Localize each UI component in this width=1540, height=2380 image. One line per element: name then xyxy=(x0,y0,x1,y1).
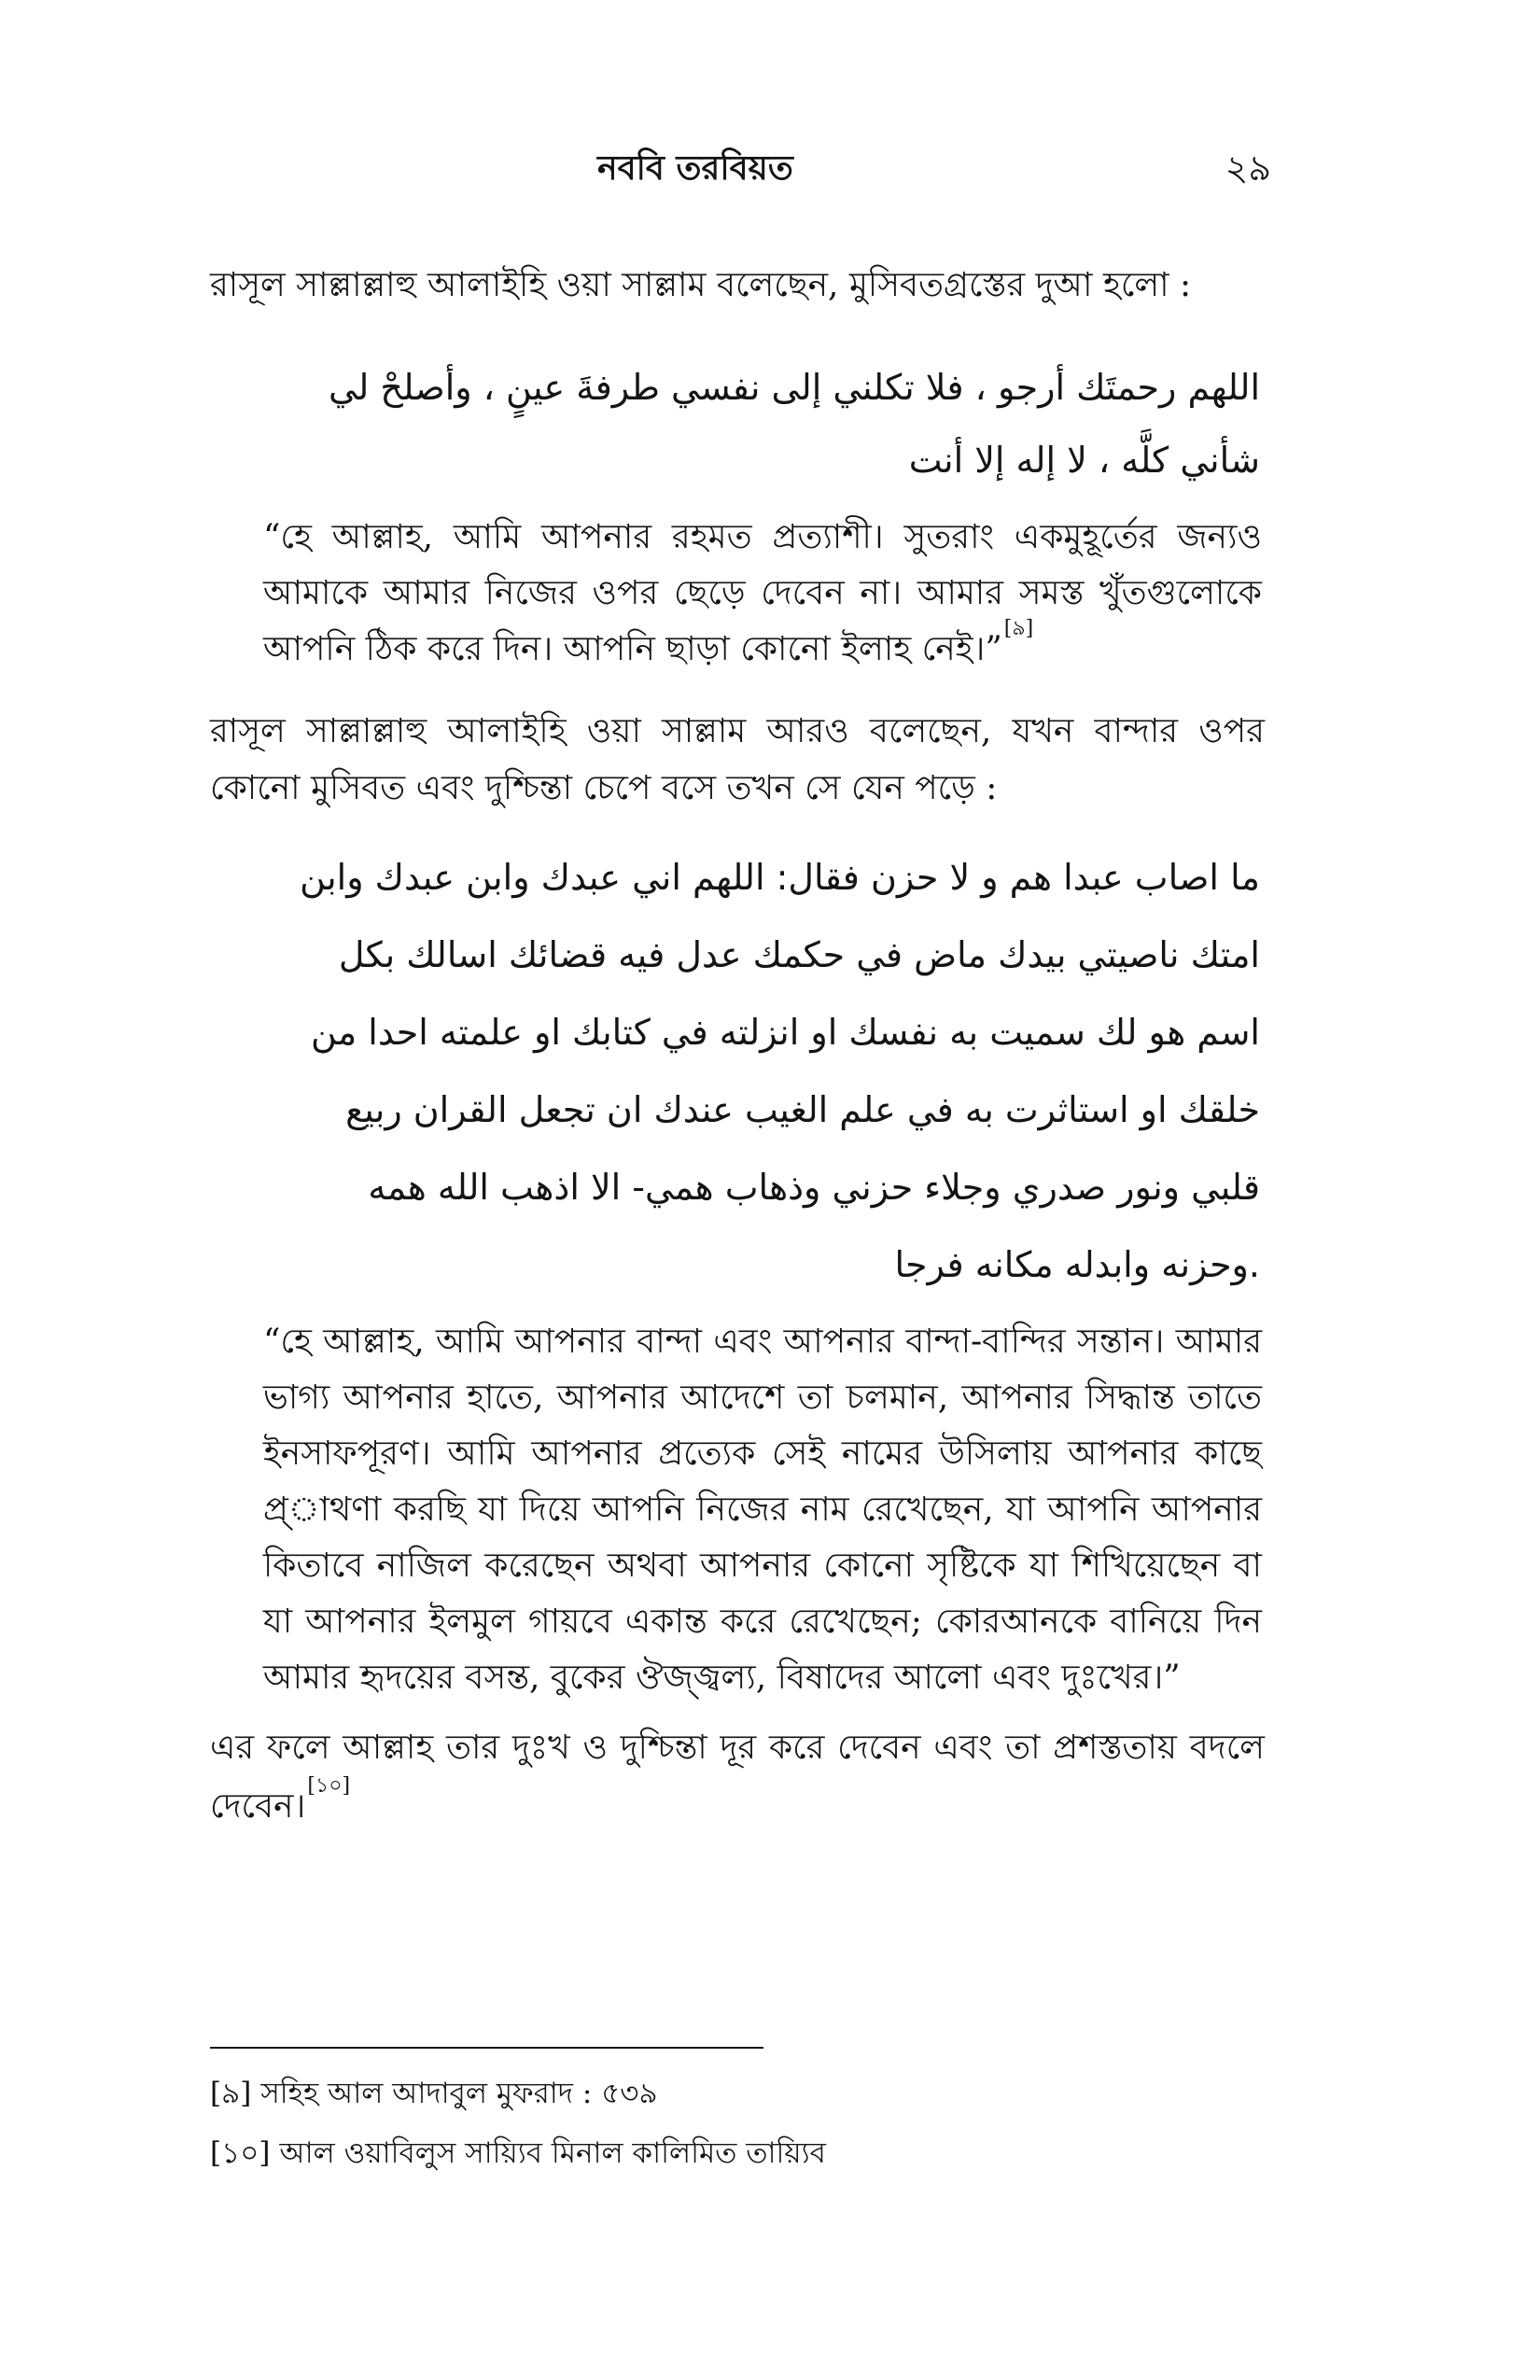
paragraph-2: রাসূল সাল্লাল্লাহু আলাইহি ওয়া সাল্লাম আরও বলেছেন, যখন বান্দার ওপর কোনো মুসিবত এবং দুশ্চিন্তা চেপে বসে তখন সে যেন পড়ে : xyxy=(210,712,1265,807)
translation-quote-1 xyxy=(210,510,1265,678)
arabic-line: امتك ناصيتي بيدك ماض في حكمك عدل فيه قضائك اسالك بكل xyxy=(338,934,1260,975)
paragraph-3 xyxy=(210,1718,1265,1836)
footnote-text: আল ওয়াবিলুস সায়্যিব মিনাল কালিমিত তায়্যিব xyxy=(279,2136,826,2170)
footnote-marker: [১০] xyxy=(210,2136,271,2170)
footnote-marker: [৯] xyxy=(210,2077,252,2110)
arabic-line: خلقك او استاثرت به في علم الغيب عندك ان تجعل القران ربيع xyxy=(345,1089,1260,1130)
running-header xyxy=(210,140,1271,196)
footnote-ref-9: [৯] xyxy=(1003,617,1034,640)
main-text-block xyxy=(210,257,1265,1836)
arabic-dua-2 xyxy=(210,839,1265,1304)
arabic-line: .وحزنه وابدله مكانه فرجا xyxy=(894,1244,1260,1285)
running-title: নববি তরবিয়ত xyxy=(597,148,793,188)
arabic-line: اللهم رحمتَك أرجو ، فلا تكلني إلى نفسي طرفةَ عينٍ ، وأصلحْ لي xyxy=(329,367,1260,408)
page-number: ২৯ xyxy=(1225,147,1271,189)
quote-1-text: “হে আল্লাহ, আমি আপনার রহমত প্রত্যাশী। সুতরাং একমুহূর্তের জন্যও আমাকে আমার নিজের ওপর ছেড়ে দেবেন না। আমার সমস্ত খুঁতগুলোকে আপনি ঠিক করে দিন। আপনি ছাড়া কোনো ইলাহ নেই।” xyxy=(263,518,1262,668)
footnote-separator xyxy=(210,2047,763,2049)
arabic-line: ما اصاب عبدا هم و لا حزن فقال: اللهم اني عبدك وابن عبدك وابن xyxy=(300,857,1260,898)
footnote-text: সহিহ আল আদাবুল মুফরাদ : ৫৩৯ xyxy=(260,2077,658,2110)
arabic-line: قلبي ونور صدري وجلاء حزني وذهاب همي- الا اذهب الله همه xyxy=(368,1167,1260,1208)
footnotes xyxy=(210,2064,1265,2183)
footnote-10 xyxy=(210,2123,1265,2183)
footnote-ref-10: [১০] xyxy=(307,1774,351,1798)
paragraph-3-text: এর ফলে আল্লাহ তার দুঃখ ও দুশ্চিন্তা দূর করে দেবেন এবং তা প্রশস্ততায় বদলে দেবেন। xyxy=(210,1729,1265,1826)
translation-quote-2: “হে আল্লাহ, আমি আপনার বান্দা এবং আপনার বান্দা-বান্দির সন্তান। আমার ভাগ্য আপনার হাতে, আপনার আদেশে তা চলমান, আপনার সিদ্ধান্ত তাতে ইনসাফপূরণ। আমি আপনার প্রত্যেক সেই নামের উসিলায় আপনার কাছে প্র্াথণা করছি যা দিয়ে আপনি নিজের নাম রেখেছেন, যা আপনি আপনার কিতাবে নাজিল করেছেন অথবা আপনার কোনো সৃষ্টিকে যা শিখিয়েছেন বা যা আপনার ইলমুল গায়বে একান্ত করে রেখেছেন; কোরআনকে বানিয়ে দিন আমার হৃদয়ের বসন্ত, বুকের ঔজ্জ্বল্য, বিষাদের আলো এবং দুঃখের।” xyxy=(263,1323,1262,1697)
arabic-line: اسم هو لك سميت به نفسك او انزلته في كتابك او علمته احدا من xyxy=(310,1012,1260,1053)
footnote-9 xyxy=(210,2064,1265,2123)
arabic-line: شأني كلَّه ، لا إله إلا أنت xyxy=(908,440,1260,481)
paragraph-1: রাসূল সাল্লাল্লাহু আলাইহি ওয়া সাল্লাম বলেছেন, মুসিবতগ্রস্তের দুআ হলো : xyxy=(210,266,1192,304)
arabic-dua-1 xyxy=(210,351,1265,497)
